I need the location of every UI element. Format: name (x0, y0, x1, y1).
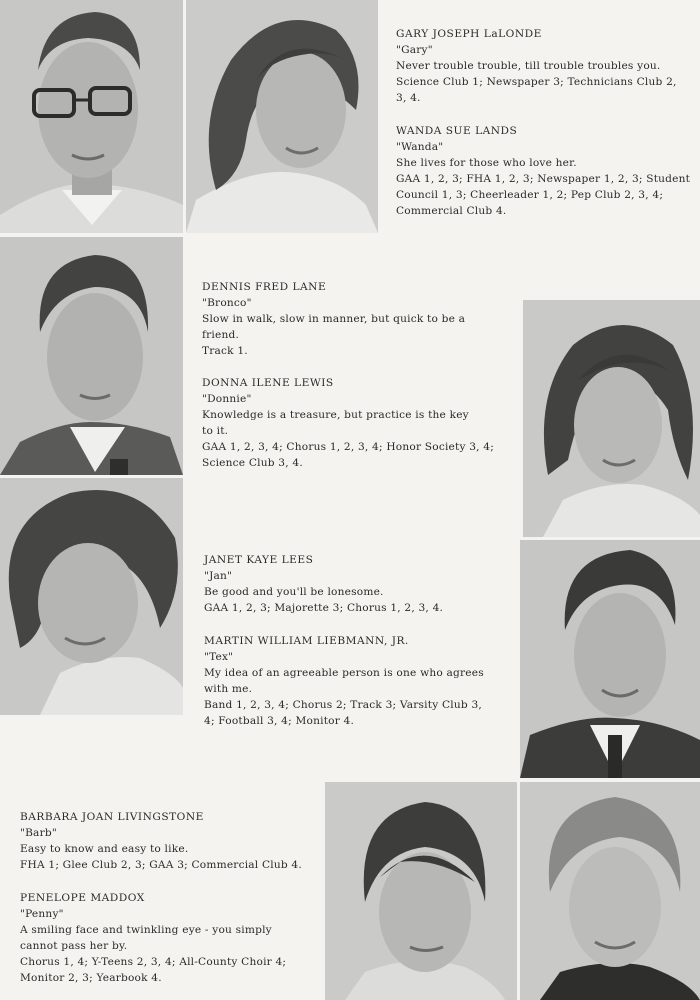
student-quote: Slow in walk, slow in manner, but quick to be a (202, 313, 466, 325)
portrait-photo (520, 540, 700, 778)
student-quote: friend. (202, 329, 240, 341)
student-activities: Science Club 1; Newspaper 3; Technicians Club 2, (396, 76, 677, 88)
student-nickname: "Wanda" (396, 141, 444, 153)
student-name: PENELOPE MADDOX (20, 892, 145, 904)
student-nickname: "Tex" (204, 651, 234, 663)
student-nickname: "Jan" (204, 570, 233, 582)
student-activities: FHA 1; Glee Club 2, 3; GAA 3; Commercial Club 4. (20, 859, 302, 871)
student-quote: cannot pass her by. (20, 940, 128, 952)
student-entry-lane (202, 279, 465, 359)
student-quote: with me. (204, 683, 253, 695)
student-activities: Monitor 2, 3; Yearbook 4. (20, 972, 162, 984)
student-nickname: "Bronco" (202, 297, 252, 309)
student-activities: Chorus 1, 4; Y-Teens 2, 3, 4; All-County Choir 4; (20, 956, 287, 968)
student-nickname: "Donnie" (202, 393, 252, 405)
student-activities: 3, 4. (396, 92, 421, 104)
student-quote: Be good and you'll be lonesome. (204, 586, 384, 598)
student-entry-maddox (20, 890, 286, 986)
student-quote: to it. (202, 425, 229, 437)
student-quote: Knowledge is a treasure, but practice is the key (202, 409, 469, 421)
student-activities: 4; Football 3, 4; Monitor 4. (204, 715, 355, 727)
student-entry-livingstone (20, 809, 302, 873)
portrait-photo (186, 0, 378, 233)
student-name: DONNA ILENE LEWIS (202, 377, 334, 389)
student-activities: Commercial Club 4. (396, 205, 507, 217)
student-name: WANDA SUE LANDS (396, 125, 518, 137)
student-quote: Never trouble trouble, till trouble troubles you. (396, 60, 661, 72)
student-name: BARBARA JOAN LIVINGSTONE (20, 811, 204, 823)
student-quote: My idea of an agreeable person is one who agrees (204, 667, 484, 679)
student-activities: GAA 1, 2, 3; Majorette 3; Chorus 1, 2, 3, 4. (204, 602, 444, 614)
student-entry-lewis (202, 375, 494, 471)
portrait-photo (0, 0, 183, 233)
student-quote: A smiling face and twinkling eye - you simply (20, 924, 272, 936)
portrait-photo (0, 237, 183, 475)
portrait-photo (520, 782, 700, 1000)
student-nickname: "Gary" (396, 44, 433, 56)
student-activities: GAA 1, 2, 3, 4; Chorus 1, 2, 3, 4; Honor Society 3, 4; (202, 441, 494, 453)
portrait-photo (325, 782, 517, 1000)
student-entry-lalonde (396, 26, 677, 106)
student-activities: Band 1, 2, 3, 4; Chorus 2; Track 3; Varsity Club 3, (204, 699, 482, 711)
student-nickname: "Barb" (20, 827, 57, 839)
student-name: GARY JOSEPH LaLONDE (396, 28, 542, 40)
student-activities: Track 1. (202, 345, 248, 357)
portrait-photo (0, 478, 183, 715)
student-entry-lands (396, 123, 690, 219)
student-name: MARTIN WILLIAM LIEBMANN, JR. (204, 635, 409, 647)
portrait-photo (523, 300, 700, 537)
student-name: DENNIS FRED LANE (202, 281, 327, 293)
student-quote: She lives for those who love her. (396, 157, 577, 169)
student-quote: Easy to know and easy to like. (20, 843, 189, 855)
student-name: JANET KAYE LEES (204, 554, 314, 566)
student-nickname: "Penny" (20, 908, 64, 920)
student-activities: GAA 1, 2, 3; FHA 1, 2, 3; Newspaper 1, 2, 3; Student (396, 173, 691, 185)
student-activities: Science Club 3, 4. (202, 457, 303, 469)
student-entry-liebmann (204, 633, 484, 729)
student-entry-lees (204, 552, 443, 616)
student-activities: Council 1, 3; Cheerleader 1, 2; Pep Club 2, 3, 4; (396, 189, 664, 201)
